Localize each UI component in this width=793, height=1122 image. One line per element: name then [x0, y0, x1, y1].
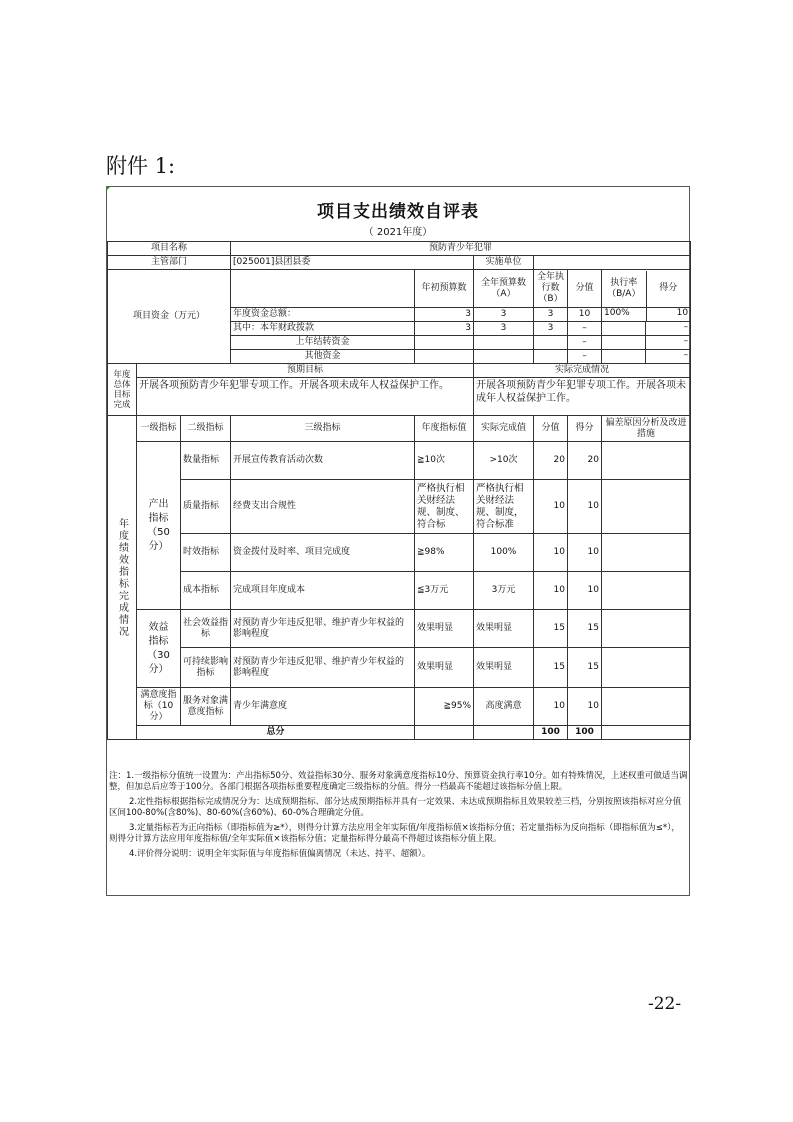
- funds-row-score: 10: [676, 308, 689, 318]
- indicator-score: 10: [568, 480, 602, 534]
- impl-value: [534, 256, 691, 270]
- goals-expected-text: 开展各项预防青少年犯罪专项工作。开展各项未成年人权益保护工作。: [137, 378, 474, 416]
- note-1: 注：1.一级指标分值统一设置为：产出指标50分、效益指标30分、服务对象满意度指标10分、预算资金执行率10分。如有特殊情况，上述权重可做适当调整，但加总后应等于100分。各部门根据各项指标重要程度确定三级指标的分值。得分一档最高不能超过该指标分值上限。: [109, 771, 688, 792]
- indicator-level3: 资金拨付及时率、项目完成度: [231, 534, 415, 572]
- indicator-deviation: [602, 610, 691, 648]
- indicator-row: [108, 648, 691, 688]
- indicator-row: [108, 442, 691, 480]
- indicator-value: 15: [534, 648, 568, 688]
- indicator-target: ≦3万元: [415, 572, 474, 610]
- note-4: 4.评价得分说明：说明全年实际值与年度指标值偏离情况（未达、持平、超额）。: [129, 849, 431, 859]
- indicator-deviation: [602, 688, 691, 726]
- indicator-value: 10: [534, 534, 568, 572]
- indicator-value: 20: [534, 442, 568, 480]
- header-level3: 三级指标: [231, 416, 415, 442]
- funds-row-score: –: [683, 322, 689, 332]
- indicators-header-row: [108, 416, 691, 442]
- total-score: 100: [568, 726, 602, 740]
- indicator-level3: 对预防青少年违反犯罪、维护青少年权益的影响程度: [231, 648, 415, 688]
- indicator-target: ≧10次: [415, 442, 474, 480]
- indicator-actual: 100%: [474, 534, 534, 572]
- funds-col-exec: 全年执行数（B）: [534, 270, 568, 308]
- goals-content-row: [108, 378, 691, 416]
- header-level1: 一级指标: [137, 416, 181, 442]
- funds-row-rate-score: [602, 350, 691, 364]
- indicator-score: 10: [568, 688, 602, 726]
- indicator-level2: 数量指标: [181, 442, 231, 480]
- funds-col-rate-score: [602, 270, 691, 308]
- header-level2: 二级指标: [181, 416, 231, 442]
- indicator-target: 严格执行相关财经法规、制度、符合标: [415, 480, 474, 534]
- funds-row-initial: 3: [415, 308, 474, 322]
- funds-row-rate-score: [602, 336, 691, 350]
- total-blank-target: [415, 726, 474, 740]
- page-number: -22-: [648, 994, 682, 1014]
- funds-row-score: –: [683, 336, 689, 346]
- indicator-level3: 开展宣传教育活动次数: [231, 442, 415, 480]
- indicator-value: 15: [534, 610, 568, 648]
- funds-row-rate: 100%: [602, 308, 647, 321]
- project-name-value: 预防青少年犯罪: [231, 242, 691, 256]
- notes-section: [107, 771, 690, 864]
- funds-row-name: 上年结转资金: [231, 336, 415, 350]
- funds-row-value: –: [568, 350, 602, 364]
- header-deviation: 偏差原因分析及改进措施: [602, 416, 691, 442]
- evaluation-table: [107, 241, 691, 740]
- funds-header-row: [108, 270, 691, 308]
- indicator-actual: >10次: [474, 442, 534, 480]
- funds-col-full: 全年预算数（A）: [474, 270, 534, 308]
- indicator-actual: 严格执行相关财经法规、制度，符合标准: [474, 480, 534, 534]
- funds-col-score: 得分: [659, 283, 678, 293]
- funds-row-name: 年度资金总额：: [231, 308, 415, 322]
- funds-row-rate: [602, 336, 646, 349]
- project-name-row: [108, 242, 691, 256]
- total-value: 100: [534, 726, 568, 740]
- indicator-level3: 对预防青少年违反犯罪、维护青少年权益的影响程度: [231, 610, 415, 648]
- evaluation-sheet: [106, 186, 690, 896]
- indicator-deviation: [602, 534, 691, 572]
- funds-label: 项目资金（万元）: [108, 270, 231, 364]
- indicator-target: 效果明显: [415, 648, 474, 688]
- indicator-target: 效果明显: [415, 610, 474, 648]
- project-name-label: 项目名称: [108, 242, 231, 256]
- funds-row-initial: 3: [415, 322, 474, 336]
- year-line: （ 2021年度）: [363, 227, 433, 238]
- indicator-deviation: [602, 648, 691, 688]
- indicator-deviation: [602, 442, 691, 480]
- indicator-score: 15: [568, 648, 602, 688]
- group-output: 产出指标（50分）: [137, 442, 181, 610]
- funds-row-name: 其中：本年财政拨款: [231, 322, 415, 336]
- goals-actual-text: 开展各项预防青少年犯罪专项工作。开展各项未成年人权益保护工作。: [474, 378, 691, 416]
- header-actual: 实际完成值: [474, 416, 534, 442]
- funds-row-exec: [534, 350, 568, 364]
- group-benefit: 效益指标（30分）: [137, 610, 181, 688]
- funds-row-value: –: [568, 336, 602, 350]
- funds-row-full: [474, 336, 534, 350]
- funds-row-value: –: [568, 322, 602, 336]
- funds-col-value: 分值: [568, 270, 602, 308]
- indicator-score: 10: [568, 572, 602, 610]
- dept-value: [025001]县团县委: [231, 256, 474, 270]
- funds-row-exec: 3: [534, 308, 568, 322]
- indicator-actual: 效果明显: [474, 648, 534, 688]
- indicator-level2: 服务对象满意度指标: [181, 688, 231, 726]
- indicator-level2: 社会效益指标: [181, 610, 231, 648]
- indicator-actual: 高度满意: [474, 688, 534, 726]
- indicator-deviation: [602, 480, 691, 534]
- funds-row-rate: [602, 350, 646, 363]
- total-label: 总分: [137, 726, 415, 740]
- indicator-deviation: [602, 572, 691, 610]
- funds-row-rate-score: [602, 322, 691, 336]
- goals-expected-header: 预期目标: [137, 364, 474, 378]
- indicator-level2: 质量指标: [181, 480, 231, 534]
- total-blank-actual: [474, 726, 534, 740]
- indicator-target: ≧98%: [415, 534, 474, 572]
- indicator-actual: 效果明显: [474, 610, 534, 648]
- total-blank-deviation: [602, 726, 691, 740]
- cell-marker-icon: [106, 186, 111, 191]
- indicator-row: [108, 688, 691, 726]
- header-score: 得分: [568, 416, 602, 442]
- indicator-score: 15: [568, 610, 602, 648]
- funds-header-blank: [231, 270, 415, 308]
- indicator-value: 10: [534, 480, 568, 534]
- indicator-actual: 3万元: [474, 572, 534, 610]
- funds-row-value: 10: [568, 308, 602, 322]
- funds-row-full: [474, 350, 534, 364]
- note-3: 3.定量指标若为正向指标（即指标值为≥*），则得分计算方法应用全年实际值/年度指标值×该指标分值；若定量指标为反向指标（即指标值为≤*），则得分计算方法应用年度指标值/全年实际值×该指标分值；定量指标得分最高不得超过该指标分值上限。: [109, 823, 680, 844]
- attachment-label: 附件 1:: [106, 154, 176, 178]
- indicator-row: [108, 572, 691, 610]
- indicators-side-label: 年度绩效指标完成情况: [108, 416, 137, 740]
- indicator-value: 10: [534, 688, 568, 726]
- indicator-row: [108, 480, 691, 534]
- group-satisfaction: 满意度指标（10分）: [137, 688, 181, 726]
- goals-header-row: [108, 364, 691, 378]
- goals-side-label: 年度总体目标完成: [108, 364, 137, 416]
- funds-row-full: 3: [474, 308, 534, 322]
- indicator-level2: 时效指标: [181, 534, 231, 572]
- indicator-level2: 成本指标: [181, 572, 231, 610]
- indicator-level3: 青少年满意度: [231, 688, 415, 726]
- impl-label: 实施单位: [474, 256, 534, 270]
- department-row: [108, 256, 691, 270]
- funds-row-full: 3: [474, 322, 534, 336]
- total-row: [108, 726, 691, 740]
- note-2: 2.定性指标根据指标完成情况分为：达成预期指标、部分达成预期指标并具有一定效果、未达成预期指标且效果较差三档，分别按照该指标对应分值区间100-80%(含80%)、80-60%(含60%)、60-0%合理确定分值。: [109, 797, 682, 818]
- page-title: 项目支出绩效自评表: [317, 202, 479, 222]
- funds-row-rate-score: [602, 308, 691, 322]
- indicator-level2: 可持续影响指标: [181, 648, 231, 688]
- indicator-target: ≧95%: [415, 688, 474, 726]
- funds-row-rate: [602, 322, 646, 335]
- funds-row-exec: 3: [534, 322, 568, 336]
- indicator-row: [108, 610, 691, 648]
- header-target: 年度指标值: [415, 416, 474, 442]
- funds-col-initial: 年初预算数: [415, 270, 474, 308]
- dept-label: 主管部门: [108, 256, 231, 270]
- funds-row-initial: [415, 336, 474, 350]
- indicator-score: 20: [568, 442, 602, 480]
- indicator-level3: 完成项目年度成本: [231, 572, 415, 610]
- indicator-level3: 经费支出合规性: [231, 480, 415, 534]
- header-value: 分值: [534, 416, 568, 442]
- funds-row-initial: [415, 350, 474, 364]
- funds-row-exec: [534, 336, 568, 350]
- goals-actual-header: 实际完成情况: [474, 364, 691, 378]
- funds-col-rate: 执行率（B/A）: [602, 271, 647, 307]
- indicator-row: [108, 534, 691, 572]
- indicator-score: 10: [568, 534, 602, 572]
- funds-row-name: 其他资金: [231, 350, 415, 364]
- indicator-value: 10: [534, 572, 568, 610]
- funds-row-score: –: [683, 350, 689, 360]
